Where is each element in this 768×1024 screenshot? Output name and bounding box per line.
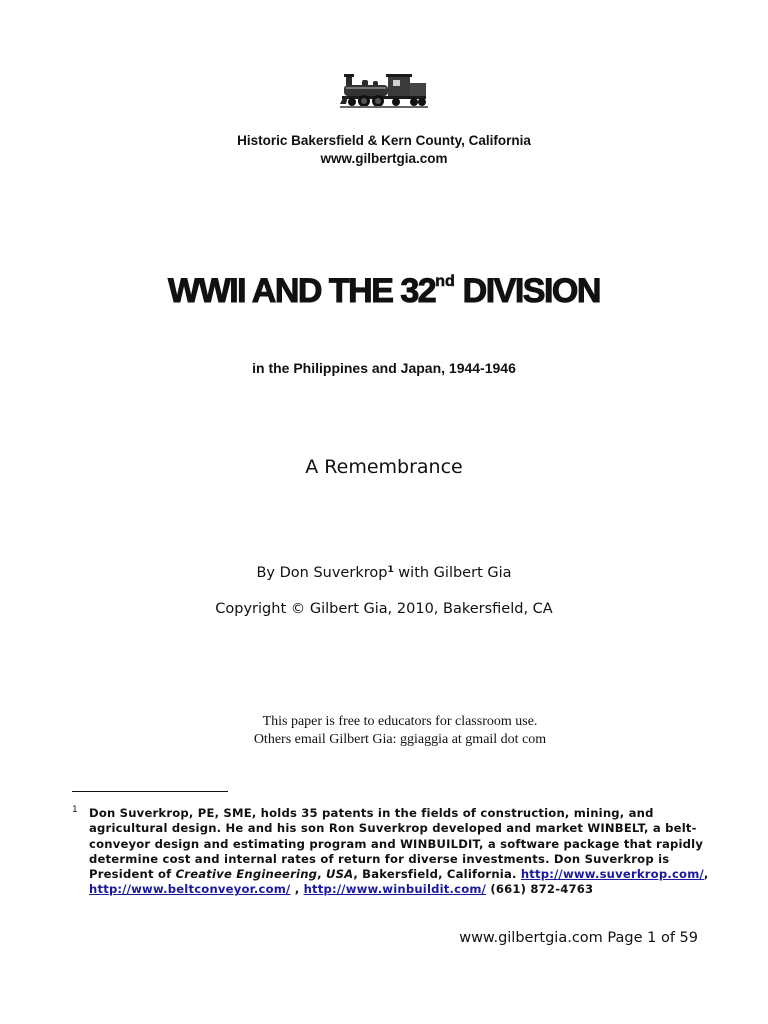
company-name: Creative Engineering — [175, 867, 318, 882]
footnote-location: , Bakersfield, California. — [353, 867, 521, 882]
document-subtitle: in the Philippines and Japan, 1944-1946 — [252, 360, 516, 376]
remembrance-heading: A Remembrance — [305, 456, 463, 478]
usage-note-line: This paper is free to educators for classroom use. — [262, 714, 538, 729]
steam-locomotive-icon — [340, 70, 428, 108]
footnote-sep: , — [317, 867, 326, 882]
footnote-marker: 1 — [72, 805, 78, 815]
link-separator: , — [290, 882, 304, 897]
beltconveyor-link[interactable]: http://www.beltconveyor.com/ — [89, 882, 291, 897]
suverkrop-link[interactable]: http://www.suverkrop.com/ — [520, 867, 704, 882]
winbuildit-link[interactable]: http://www.winbuildit.com/ — [303, 882, 487, 897]
site-url: www.gilbertgia.com — [320, 151, 448, 166]
title-text-start: WWII AND THE 32 — [168, 272, 436, 310]
footnote-bio: Don Suverkrop, PE, SME, holds 35 patents in the fields of construction, mining, and agricultural design. He and his son Ron Suverkrop developed and market WINBELT, a belt-conveyor design and estimating program and WINBUILDIT, a software package that rapidly determine cost and internal rates of return for diverse investments. Don Suverkrop is President of — [89, 806, 704, 882]
link-separator: , — [703, 867, 709, 882]
usage-note — [200, 713, 600, 749]
footnote-divider — [72, 791, 228, 792]
footnote-text — [89, 806, 709, 898]
byline — [0, 565, 768, 581]
phone-number: (661) 872-4763 — [486, 882, 594, 897]
copyright-line: Copyright © Gilbert Gia, 2010, Bakersfield, CA — [215, 601, 553, 617]
byline-author: By Don Suverkrop — [256, 565, 388, 581]
page-footer: www.gilbertgia.com Page 1 of 59 — [459, 930, 698, 946]
company-country: USA — [326, 867, 354, 882]
title-ordinal-suffix: nd — [435, 273, 455, 290]
title-text-end: DIVISION — [454, 272, 600, 310]
footnote-reference[interactable]: 1 — [387, 565, 394, 575]
byline-coauthor: with Gilbert Gia — [393, 565, 512, 581]
document-title — [0, 272, 768, 311]
site-title: Historic Bakersfield & Kern County, California — [237, 133, 531, 148]
contact-note-line: Others email Gilbert Gia: ggiaggia at gmail dot com — [253, 732, 547, 747]
